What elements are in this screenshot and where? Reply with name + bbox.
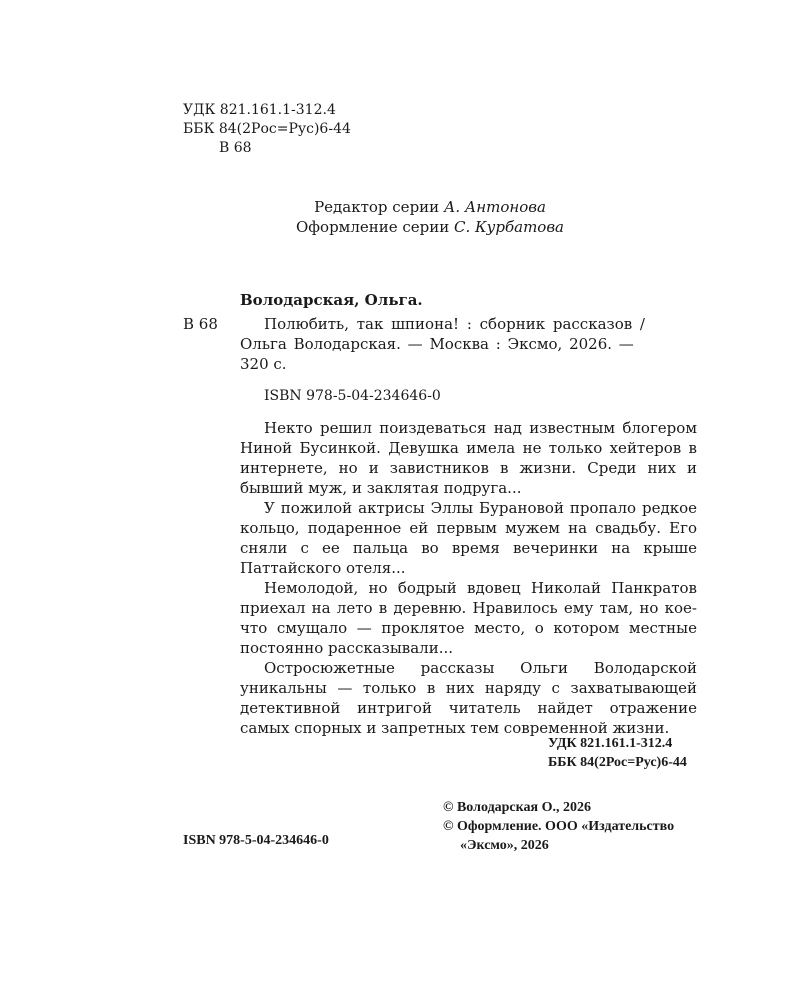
udk-code: УДК 821.161.1-312.4 (183, 102, 336, 118)
series-design (240, 217, 620, 237)
annotation-paragraph: У пожилой актрисы Эллы Бурановой пропало редкое кольцо, подаренное ей первым мужем на свадьбу. Его сняли с ее пальца во время вечеринки на крыше Паттайского отеля... (240, 499, 697, 577)
bib-isbn: ISBN 978-5-04-234646-0 (264, 388, 441, 404)
bib-record (240, 314, 697, 374)
series-editor-name: А. Антонова (443, 198, 546, 216)
series-editor (240, 197, 620, 217)
annotation-paragraph: Некто решил поиздеваться над известным блогером Ниной Бусинкой. Девушка имела не только хейтеров в интернете, но и завистников в жизни. Среди них и бывший муж, и заклятая подруга... (240, 419, 697, 497)
annotation-paragraph: Немолодой, но бодрый вдовец Николай Панкратов приехал на лето в деревню. Нравилось ему там, но кое-что смущало — проклятое место, о котором местные постоянно рассказывали... (240, 579, 697, 657)
footer-class-block (548, 734, 687, 772)
author-heading: Володарская, Ольга. (240, 291, 423, 309)
series-credits (240, 197, 620, 237)
annotation (240, 418, 697, 738)
copyright-design: © Оформление. ООО «Издательство (443, 819, 675, 834)
footer-bbk: ББК 84(2Рос=Рус)6-44 (548, 755, 687, 770)
copyright-publisher: «Эксмо», 2026 (460, 838, 549, 853)
bib-title-line-1: Полюбить, так шпиона! : сборник рассказов / (264, 315, 645, 333)
copyright-block (443, 798, 674, 855)
copyright-author: © Володарская О., 2026 (443, 800, 591, 815)
classification-block (183, 101, 351, 158)
bib-title-line-3: 320 с. (240, 355, 287, 373)
series-design-name: С. Курбатова (454, 218, 564, 236)
bib-mark: В 68 (183, 315, 218, 333)
bib-title-line-2: Ольга Володарская. — Москва : Эксмо, 2026. — (240, 335, 634, 353)
footer-udk: УДК 821.161.1-312.4 (548, 736, 673, 751)
footer-isbn: ISBN 978-5-04-234646-0 (183, 833, 329, 848)
series-editor-label: Редактор серии (314, 198, 440, 216)
bbk-code: ББК 84(2Рос=Рус)6-44 (183, 121, 351, 137)
annotation-paragraph: Остросюжетные рассказы Ольги Володарской уникальны — только в них наряду с захватывающей детективной интригой читатель найдет отражение самых спорных и запретных тем современной жизни. (240, 659, 697, 737)
author-mark: В 68 (219, 140, 252, 156)
series-design-label: Оформление серии (296, 218, 450, 236)
